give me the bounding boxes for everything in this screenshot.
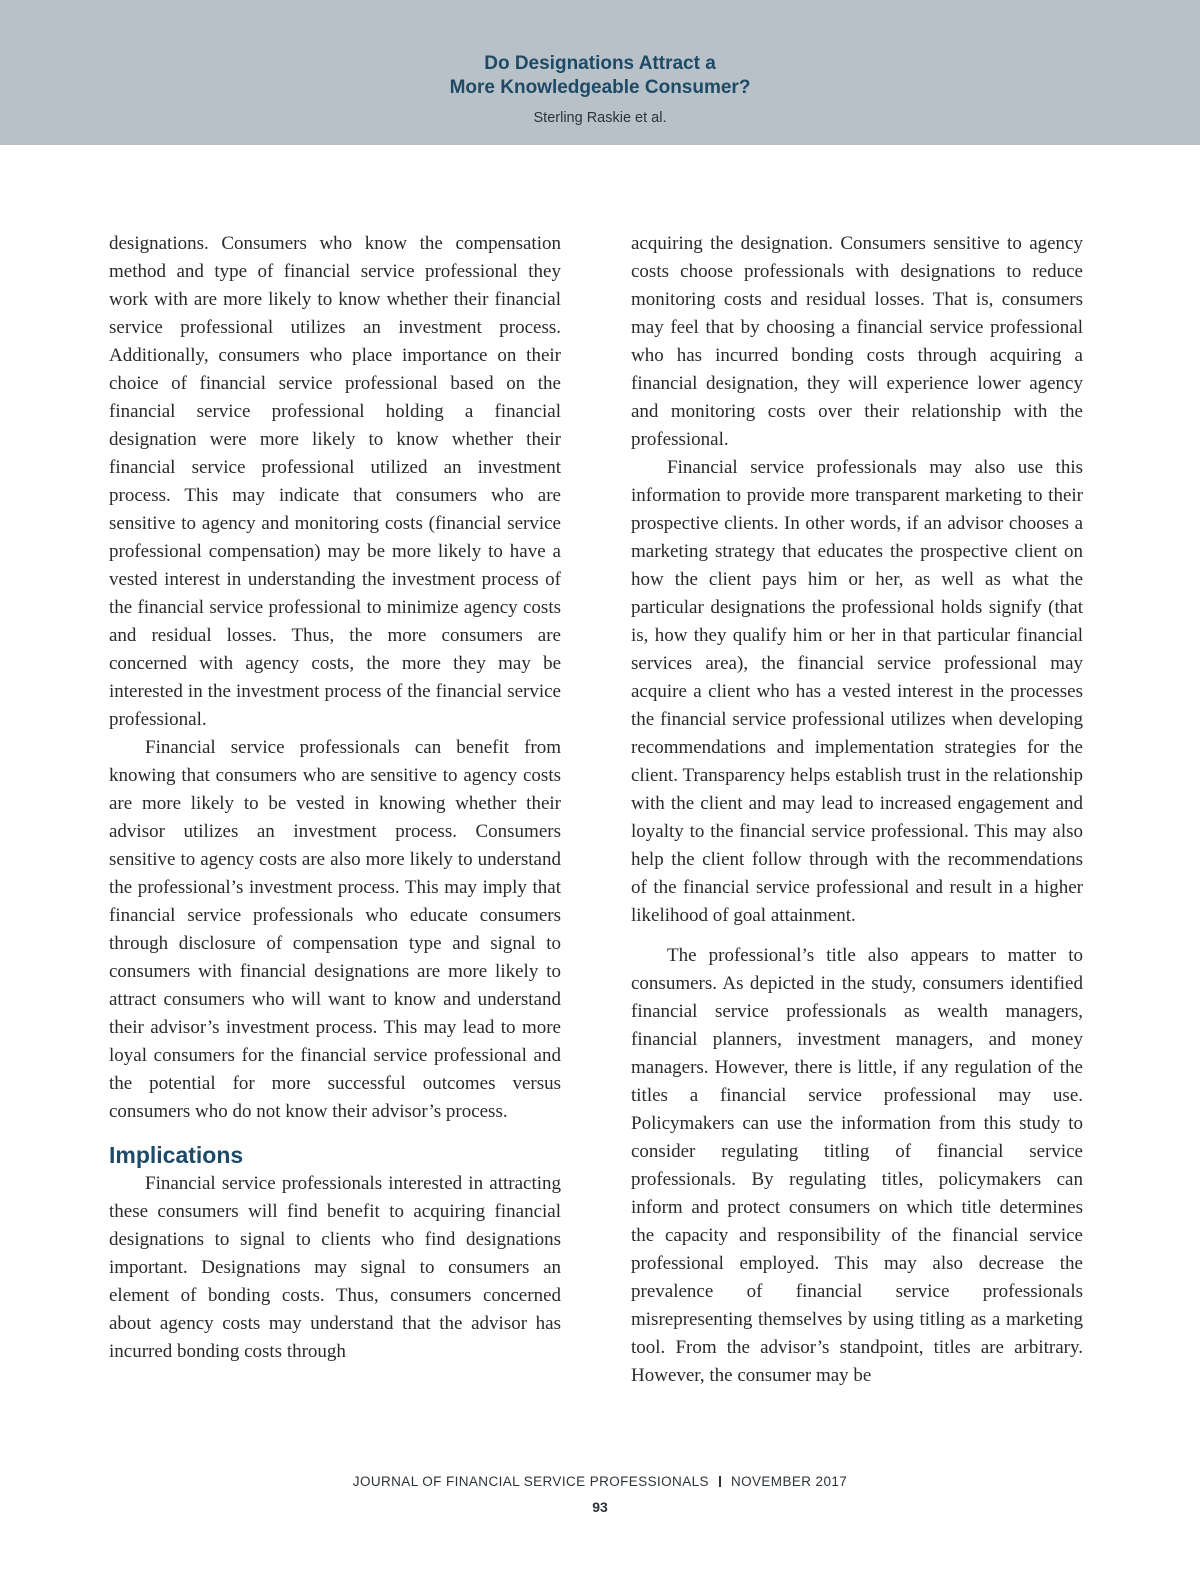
left-paragraph-1: designations. Consumers who know the compensation method and type of financial service professional they work with are more likely to know whether their financial service professional utilizes an investment process. Additionally, consumers who place importance on their choice of financial service professional based on the financial service professional holding a financial designation were more likely to know whether their financial service professional utilized an investment process. This may indicate that consumers who are sensitive to agency and monitoring costs (financial service professional compensation) may be more likely to have a vested interest in understanding the investment process of the financial service professional to minimize agency costs and residual losses. Thus, the more consumers are concerned with agency costs, the more they may be interested in the investment process of the financial service professional. xyxy=(109,233,561,730)
article-title-line-1: Do Designations Attract a xyxy=(484,53,716,74)
left-column xyxy=(109,230,561,1366)
page-number: 93 xyxy=(592,1499,608,1515)
article-authors: Sterling Raskie et al. xyxy=(533,110,667,126)
right-paragraph-1: acquiring the designation. Consumers sensitive to agency costs choose professionals with designations to reduce monitoring costs and residual losses. That is, consumers may feel that by choosing a financial service professional who has incurred bonding costs through acquiring a financial designation, they will experience lower agency and monitoring costs over their relationship with the professional. xyxy=(631,233,1083,450)
running-footer xyxy=(0,1474,1200,1489)
article-title-line-2: More Knowledgeable Consumer? xyxy=(449,77,751,98)
right-column xyxy=(631,230,1083,1390)
right-paragraph-2: Financial service professionals may also use this information to provide more transparent marketing to their prospective clients. In other words, if an advisor chooses a marketing strategy that educates the prospective client on how the client pays him or her, as well as what the particular designations the professional holds signify (that is, how they qualify him or her in that particular financial services area), the financial service professional may acquire a client who has a vested interest in the processes the financial service professional utilizes when developing recommendations and implementation strategies for the client. Transparency helps establish trust in the relationship with the client and may lead to increased engagement and loyalty to the financial service professional. This may also help the client follow through with the recommendations of the financial service professional and result in a higher likelihood of goal attainment. xyxy=(631,457,1083,926)
paragraph-gap xyxy=(631,930,1083,942)
footer-separator xyxy=(719,1476,721,1487)
issue-date: NOVEMBER 2017 xyxy=(730,1474,848,1489)
left-paragraph-3: Financial service professionals interested in attracting these consumers will find benefit to acquiring financial designations to signal to clients who find designations important. Designations may signal to consumers an element of bonding costs. Thus, consumers concerned about agency costs may understand that the advisor has incurred bonding costs through xyxy=(109,1173,561,1362)
article-title xyxy=(0,52,1200,100)
section-heading-implications: Implications xyxy=(109,1142,244,1168)
running-header xyxy=(0,0,1200,145)
journal-name: JOURNAL OF FINANCIAL SERVICE PROFESSIONALS xyxy=(352,1474,709,1489)
left-paragraph-2: Financial service professionals can benefit from knowing that consumers who are sensitive to agency costs are more likely to be vested in knowing whether their advisor utilizes an investment process. Consumers sensitive to agency costs are also more likely to understand the professional’s investment process. This may imply that financial service professionals who educate consumers through disclosure of compensation type and signal to consumers with financial designations are more likely to attract consumers who will want to know and understand their advisor’s investment process. This may lead to more loyal consumers for the financial service professional and the potential for more successful outcomes versus consumers who do not know their advisor’s process. xyxy=(109,737,561,1122)
right-paragraph-3: The professional’s title also appears to matter to consumers. As depicted in the study, consumers identified financial service professionals as wealth managers, financial planners, investment managers, and money managers. However, there is little, if any regulation of the titles a financial service professional may use. Policymakers can use the information from this study to consider regulating titling of financial service professionals. By regulating titles, policymakers can inform and protect consumers on which title determines the capacity and responsibility of the financial service professional employed. This may also decrease the prevalence of financial service professionals misrepresenting themselves by using titling as a marketing tool. From the advisor’s standpoint, titles are arbitrary. However, the consumer may be xyxy=(631,945,1083,1386)
